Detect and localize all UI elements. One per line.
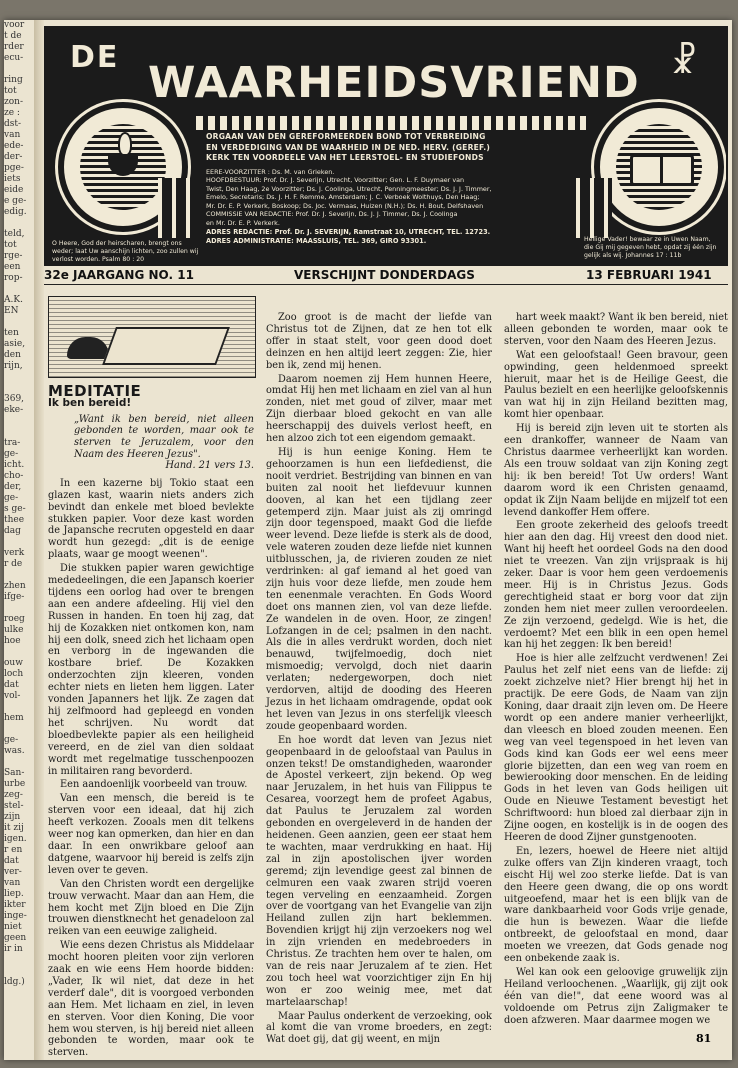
previous-column-line xyxy=(4,570,34,581)
previous-column-line: niet xyxy=(4,922,22,932)
article-paragraph: En, lezers, hoewel de Heere niet altijd zulke offers van Zijn kinderen vraagt, toch eischt Hij wel zoo sterke liefde. Dat is van den Heere geen dwang, die op ons wordt uitgeoefend, maar het is een blijk van de ware dankbaarheid voor Gods vrije genade, die hun is bewezen. Waar die liefde ontbreekt, de geloofstaal en mond, daar moeten we vreezen, dat Gods genade nog een onbekende zaak is. xyxy=(504,845,728,965)
article-paragraph: Maar Paulus onderkent de verzoeking, ook al komt die van vrome broeders, en zegt: Wat doet gij, dat gij weent, en mijn xyxy=(266,1010,492,1046)
redactie-line: COMMISSIE VAN REDACTIE: Prof. Dr. J. Severijn, Ds. J. J. Timmer, Ds. J. Coolinga xyxy=(206,210,458,219)
verse-reference: Hand. 21 vers 13. xyxy=(165,460,254,472)
previous-column-line: hem xyxy=(4,713,24,723)
previous-column-line: iets xyxy=(4,174,21,184)
previous-column-line: rder xyxy=(4,42,24,52)
previous-column-line: roeg xyxy=(4,614,25,624)
newspaper-page xyxy=(4,20,732,1060)
helmet-and-book-illustration xyxy=(48,296,256,378)
previous-column-line: ver- xyxy=(4,867,22,877)
previous-column-line: ge- xyxy=(4,493,19,503)
chi-rho-icon: ☧ xyxy=(670,42,698,82)
previous-column-line: der, xyxy=(4,482,22,492)
previous-column-line xyxy=(4,416,34,427)
previous-column-line: ten xyxy=(4,328,19,338)
psalm-quote: O Heere, God der heirscharen, brengt ons weder; laat Uw aanschijn lichten, zoo zullen wij verlost worden. Psalm 80 : 20 xyxy=(52,240,199,263)
previous-column-line: r de xyxy=(4,559,23,569)
org-line-1: ORGAAN VAN DEN GEREFORMEERDEN BOND TOT VERBREIDING xyxy=(206,132,486,141)
column-3 xyxy=(504,312,728,1028)
previous-column-line: ldg.) xyxy=(4,977,25,987)
previous-column-line: rge- xyxy=(4,251,23,261)
previous-column-line: van xyxy=(4,878,21,888)
previous-column-line: inge- xyxy=(4,911,27,921)
previous-column-line xyxy=(4,966,34,977)
previous-column-line xyxy=(4,218,34,229)
article-paragraph: Van den Christen wordt een dergelijke trouw verwacht. Maar dan aan Hem, die hem kocht met Zijn bloed en Die Zijn trouwen dienstknecht het genadeloon zal reiken van een eeuwige zaligheid. xyxy=(48,878,254,938)
previous-column-line: ecu- xyxy=(4,53,24,63)
org-line-3: KERK TEN VOORDEELE VAN HET LEERSTOEL- EN STUDIEFONDS xyxy=(206,153,484,162)
masthead xyxy=(44,26,728,266)
previous-column-line: ikter xyxy=(4,900,26,910)
previous-column-line: was. xyxy=(4,746,25,756)
page-number: 81 xyxy=(696,1032,712,1045)
bible-verse xyxy=(48,414,254,472)
publication-schedule: VERSCHIJNT DONDERDAGS xyxy=(294,268,475,282)
previous-column-line: ring xyxy=(4,75,23,85)
previous-column-line: dag xyxy=(4,526,21,536)
previous-column-line xyxy=(4,372,34,383)
previous-column-line: ouw xyxy=(4,658,23,668)
previous-column-line: hoe xyxy=(4,636,21,646)
article-paragraph: Wel kan ook een geloovige gruwelijk zijn Heiland verloochenen. „Waarlijk, gij zijt ook één van die!", dat eene woord was al voldoende om Petrus zijn Zaligmaker te doen afzweren. Maar daarmee mogen we xyxy=(504,966,728,1026)
article-paragraph: En hoe wordt dat leven van Jezus niet geopenbaard in de geloofstaal van Paulus in onzen tekst! De omstandigheden, waaronder de Apostel verkeert, zijn bekend. Op weg naar Jeruzalem, in het huis van Filippus te Cesarea, voorzegt hem de profeet Agabus, dat Paulus te Jeruzalem zal worden gebonden en overgeleverd in de handen der heidenen. Geen aanzien, geen eer staat hem te wachten, maar verdrukking en haat. Hij zal in zijn apostolischen ijver worden geremd; zijn levendige geest zal binnen de celmuren een vaak zwaren strijd voeren tegen verveling en eenzaamheid. Zorgen over de voortgang van het Evangelie van zijn Heiland zullen zijn hart beklemmen. Bovendien krijgt hij zijn verzoekers nog wel in zijn vrienden en medebroeders in Christus. Ze trachten hem over te halen, om van de reis naar Jeruzalem af te zien. Het zou toch heel wat voorzichtiger zijn En hij won er zoo weinig mee, met dat martelaarschap! xyxy=(266,734,492,1008)
previous-column-line xyxy=(4,383,34,394)
previous-column-line: asie, xyxy=(4,339,26,349)
article-paragraph: Die stukken papier waren gewichtige mededeelingen, die een Japansch koerier tijdens een oorlog had over te brengen aan een andere afdeeling. Hij viel den Russen in handen. En toen hij zag, dat hij de Kozakken niet ontkomen kon, nam hij een dolk, sneed zich het lichaam open en verborg in de ingewanden die kostbare brief. De Kozakken onderzochten zijn kleeren, vonden echter niets en lieten hem liggen. Later vonden Japanners het lijk. Ze zagen dat hij zelfmoord had gepleegd en vonden het schrijven. Nu wordt dat bloedbevlekte papier als een heiligheid vereerd, en de ziel van dien soldaat wordt met regelmatige tusschenpoozen in militairen rang bevorderd. xyxy=(48,563,254,777)
previous-column-line: eke- xyxy=(4,405,24,415)
previous-column-line: zon- xyxy=(4,97,23,107)
previous-column-line: ze : xyxy=(4,108,20,118)
previous-column-line: zeg- xyxy=(4,790,23,800)
previous-column-line: edig. xyxy=(4,207,27,217)
redactie-line: HOOFDBESTUUR: Prof. Dr. J. Severijn, Utrecht, Voorzitter; Gen. L. F. Duymaer van xyxy=(206,176,465,185)
open-book-emblem-icon xyxy=(594,102,724,232)
previous-column-line xyxy=(4,64,34,75)
previous-column-line: tot xyxy=(4,240,17,250)
article-paragraph: In een kazerne bij Tokio staat een glazen kast, waarin niets anders zich bevindt dan enkele met bloed bevlekte stukken papier. Voor deze kast worden de Japansche recruten opgesteld en daar wordt hun gezegd: „dit is de eenige plaats, waar ge moogt weenen". xyxy=(48,477,254,561)
previous-column-line: rijn, xyxy=(4,361,23,371)
previous-column-line: eide xyxy=(4,185,24,195)
previous-column-line: teld, xyxy=(4,229,25,239)
previous-column-line: 369, xyxy=(4,394,25,404)
previous-column-line: geen xyxy=(4,933,27,943)
previous-column-line: tra- xyxy=(4,438,21,448)
previous-page-column xyxy=(4,20,35,1060)
redactie-line: Mr. Dr. E. P. Verkerk, Boskoop; Ds. Joc. Vermaas, Huizen (N.H.); Ds. H. Bout, Delfshaven xyxy=(206,201,484,210)
article-paragraph: Een aandoenlijk voorbeeld van trouw. xyxy=(60,779,248,791)
previous-column-line: rop- xyxy=(4,273,23,283)
previous-column-line: thee xyxy=(4,515,25,525)
previous-column-line xyxy=(4,955,34,966)
title-prefix: DE xyxy=(70,40,120,75)
jaargang: 32e JAARGANG NO. 11 xyxy=(44,268,194,282)
previous-column-line: ge- xyxy=(4,449,19,459)
previous-column-line xyxy=(4,537,34,548)
previous-column-line: dst- xyxy=(4,119,22,129)
previous-column-line xyxy=(4,284,34,295)
previous-column-line: den xyxy=(4,350,21,360)
previous-column-line: der- xyxy=(4,152,23,162)
previous-column-line: urbe xyxy=(4,779,26,789)
previous-column-line xyxy=(4,603,34,614)
previous-column-line: dat xyxy=(4,856,19,866)
previous-column-line: loch xyxy=(4,669,24,679)
previous-column-line: tot xyxy=(4,86,17,96)
johannes-quote: Heilige Vader! bewaar ze in Uwen Naam, die Gij mij gegeven hebt, opdat zij één zijn gelijk als wij. Johannes 17 : 11b xyxy=(584,236,717,259)
previous-column-line: zijn xyxy=(4,812,21,822)
redactie-line: Twist, Den Haag, 2e Voorzitter; Ds. J. Coolinga, Utrecht, Penningmeester; Ds. J. J. Timmer, xyxy=(206,184,492,193)
article-title: MEDITATIE xyxy=(48,382,142,400)
column-1 xyxy=(48,296,254,1061)
previous-column-line: San- xyxy=(4,768,25,778)
issue-date: 13 FEBRUARI 1941 xyxy=(586,268,712,282)
previous-column-line: cho- xyxy=(4,471,24,481)
article-paragraph: Hoe is hier alle zelfzucht verdwenen! Zei Paulus het zelf niet eens van de liefde: zij zoekt zichzelve niet? Hier brengt hij het in practijk. De eere Gods, de Naam van zijn Koning, daar draait zijn leven om. De Heere wordt op een andere manier verheerlijkt, dan vleesch en bloed zouden meenen. Een weg van veel tegenspoed in het leven van Gods kind kan Gods eer wel eens meer glorie bijzetten, dan een weg van roem en bewierooking door menschen. En de leiding Gods in het leven van Gods heiligen uit Oude en Nieuwe Testament bevestigt het Schriftwoord: hun bloed zal dierbaar zijn in Zijne oogen, en kostelijk is in de oogen des Heeren de dood Zijner gunstgenooten. xyxy=(504,653,728,843)
article-paragraph: Hij is hun eenige Koning. Hem te gehoorzamen is hun een liefdedienst, die nooit verdriet. Bestrijding van binnen en van buiten zal nooit het liefdevuur kunnen dooven, al kan het een tijdlang zeer getemperd zijn. Maar juist als zij omringd zijn door tegenspoed, maakt God die liefde weer levend. Deze liefde is sterk als de dood, vele wateren zouden deze liefde niet kunnen uitblusschen, ja, de rivieren zouden ze niet verdrinken: al gaf iemand al het goed van zijn huis voor deze liefde, men zoude hem ten eenenmale verachten. En Gods Woord doet ons mannen zien, vol van deze liefde. Ze wandelen in de oven. Hoor, ze zingen! Lofzangen in de cel; psalmen in den nacht. Als die in alles verdrukt worden, doch niet benauwd, twijfelmoedig, doch niet mismoedig; vervolgd, doch niet daarin verlaten; nedergeworpen, doch niet verdorven, altijd de dooding des Heeren Jezus in het lichaam omdragende, opdat ook het leven van Jezus in ons sterfelijk vleesch zoude geopenbaard worden. xyxy=(266,446,492,732)
previous-column-line: igen. xyxy=(4,834,27,844)
previous-column-line: verk xyxy=(4,548,25,558)
previous-column-line: een xyxy=(4,262,21,272)
previous-column-line: van xyxy=(4,130,21,140)
previous-column-line xyxy=(4,647,34,658)
article-paragraph: Van een mensch, die bereid is te sterven voor een ideaal, dat hij zich heeft verkozen. Zooals men dit telkens weer nog kan opmerken, dan hier en dan daar. In een onwrikbare geloof aan datgene, waarvoor hij bereid is zelfs zijn leven over te geven. xyxy=(48,793,254,876)
previous-column-line: vol- xyxy=(4,691,21,701)
article-paragraph: Hij is bereid zijn leven uit te storten als een drankoffer, wanneer de Naam van Christus daarmee verheerlijkt kan worden. Als een trouw soldaat van zijn Koning zegt hij: ik ben bereid! Tot Uw orders! Want daarom word ik een Christen genaamd, opdat ik Zijn Naam belijde en mijzelf tot een levend dankoffer Hem offere. xyxy=(504,423,728,518)
adres-redactie: ADRES REDACTIE: Prof. Dr. J. SEVERIJN, Ramstraat 10, UTRECHT, TEL. 12723. xyxy=(206,227,491,236)
article-paragraph: Daarom noemen zij Hem hunnen Heere, omdat Hij hen met lichaam en ziel van al hun zonden, niet met goud of zilver, maar met Zijn dierbaar bloed gekocht en van alle heerschappij des duivels verlost heeft, en hen alzoo zich tot een eigendom gemaakt. xyxy=(266,373,492,445)
previous-column-line: pge- xyxy=(4,163,24,173)
column-1-body xyxy=(48,478,254,1060)
verse-text: „Want ik ben bereid, niet alleen gebonden te worden, maar ook te sterven te Jeruzalem, voor den Naam des Heeren Jezus". xyxy=(74,413,254,460)
previous-column-line: ir in xyxy=(4,944,23,954)
article-paragraph: Wie eens dezen Christus als Middelaar mocht hooren pleiten voor zijn verloren zaak en wie eens Hem hoorde bidden: „Vader, Ik wil niet, dat deze in het verderf dale", dit is voorgoed verbonden aan Hem. Met lichaam en ziel, in leven en sterven. Voor dien Koning, Die voor hem wou sterven, is hij bereid niet alleen gebonden te worden, maar ook te sterven. xyxy=(48,940,254,1059)
previous-column-line: ulke xyxy=(4,625,24,635)
previous-column-line: e ge- xyxy=(4,196,27,206)
decorative-stripe xyxy=(196,116,586,130)
redactie-line: EERE-VOORZITTER : Ds. M. van Grieken. xyxy=(206,167,335,176)
previous-column-line: EN xyxy=(4,306,19,316)
issue-bar xyxy=(44,268,728,285)
article-paragraph: Een groote zekerheid des geloofs treedt hier aan den dag. Hij vreest den dood niet. Want hij heeft het oordeel Gods na den dood niet te vreezen. Van zijn vrijspraak is hij zeker. Daar is voor hem geen verdoemenis meer. Hij is in Christus Jezus. Gods gerechtigheid staat er borg voor dat zijn zonden hem niet meer zullen veroordeelen. Ze zijn verzoend, gedelgd. Wie is het, die verdoemt? Met een blik in een open hemel kan hij het zeggen: Ik ben bereid! xyxy=(504,520,728,651)
decorative-bars-right xyxy=(576,178,612,238)
previous-column-line xyxy=(4,702,34,713)
adres-administratie: ADRES ADMINISTRATIE: MAASSLUIS, TEL. 369, GIRO 93301. xyxy=(206,236,427,245)
org-line-2: EN VERDEDIGING VAN DE WAARHEID IN DE NED. HERV. (GEREF.) xyxy=(206,142,491,152)
previous-column-line: ifge- xyxy=(4,592,25,602)
redactie-line: en Mr. Dr. E. P. Verkerk. xyxy=(206,219,280,228)
previous-column-line: t de xyxy=(4,31,22,41)
previous-column-line: ede- xyxy=(4,141,24,151)
previous-column-line xyxy=(4,317,34,328)
previous-column-line: s ge- xyxy=(4,504,26,514)
previous-column-line: dat xyxy=(4,680,19,690)
previous-column-line: A.K. xyxy=(4,295,23,305)
column-2 xyxy=(266,312,492,1048)
masthead-info xyxy=(206,132,576,246)
previous-column-line: liep. xyxy=(4,889,24,899)
previous-column-line: voor xyxy=(4,20,25,30)
previous-column-line: ge- xyxy=(4,735,19,745)
redactie-block xyxy=(206,168,576,228)
article-paragraph: Zoo groot is de macht der liefde van Christus tot de Zijnen, dat ze hen tot elk offer in staat stelt, voor geen dood doet deinzen en hen altijd leert zeggen: Zie, hier ben ik, zend mij henen. xyxy=(266,312,492,371)
previous-column-line xyxy=(4,427,34,438)
page-fold xyxy=(34,20,44,1060)
article-subtitle: Ik ben bereid! xyxy=(48,396,132,409)
title-main: WAARHEIDSVRIEND xyxy=(148,58,640,108)
decorative-bars-left xyxy=(158,178,194,238)
previous-column-line xyxy=(4,757,34,768)
previous-column-line xyxy=(4,724,34,735)
previous-column-line: zhen xyxy=(4,581,26,591)
article-paragraph: hart week maakt? Want ik ben bereid, niet alleen gebonden te worden, maar ook te sterven, voor den Naam des Heeren Jezus. xyxy=(504,312,728,347)
redactie-line: Emelo, Secretaris; Ds. J. H. F. Remme, Amsterdam; J. C. Verboek Wolthuys, Den Haag; xyxy=(206,193,480,202)
previous-column-line: r en xyxy=(4,845,23,855)
article-paragraph: Wat een geloofstaal! Geen bravour, geen opwinding, geen heldenmoed spreekt hieruit, maar het is de Heilige Geest, die Paulus bezielt en een heerlijke geloofskennis van wat hij in zijn Heiland bezitten mag, komt hier openbaar. xyxy=(504,349,728,421)
previous-column-line: stel- xyxy=(4,801,24,811)
previous-column-line: it zij xyxy=(4,823,24,833)
previous-column-line: icht. xyxy=(4,460,25,470)
